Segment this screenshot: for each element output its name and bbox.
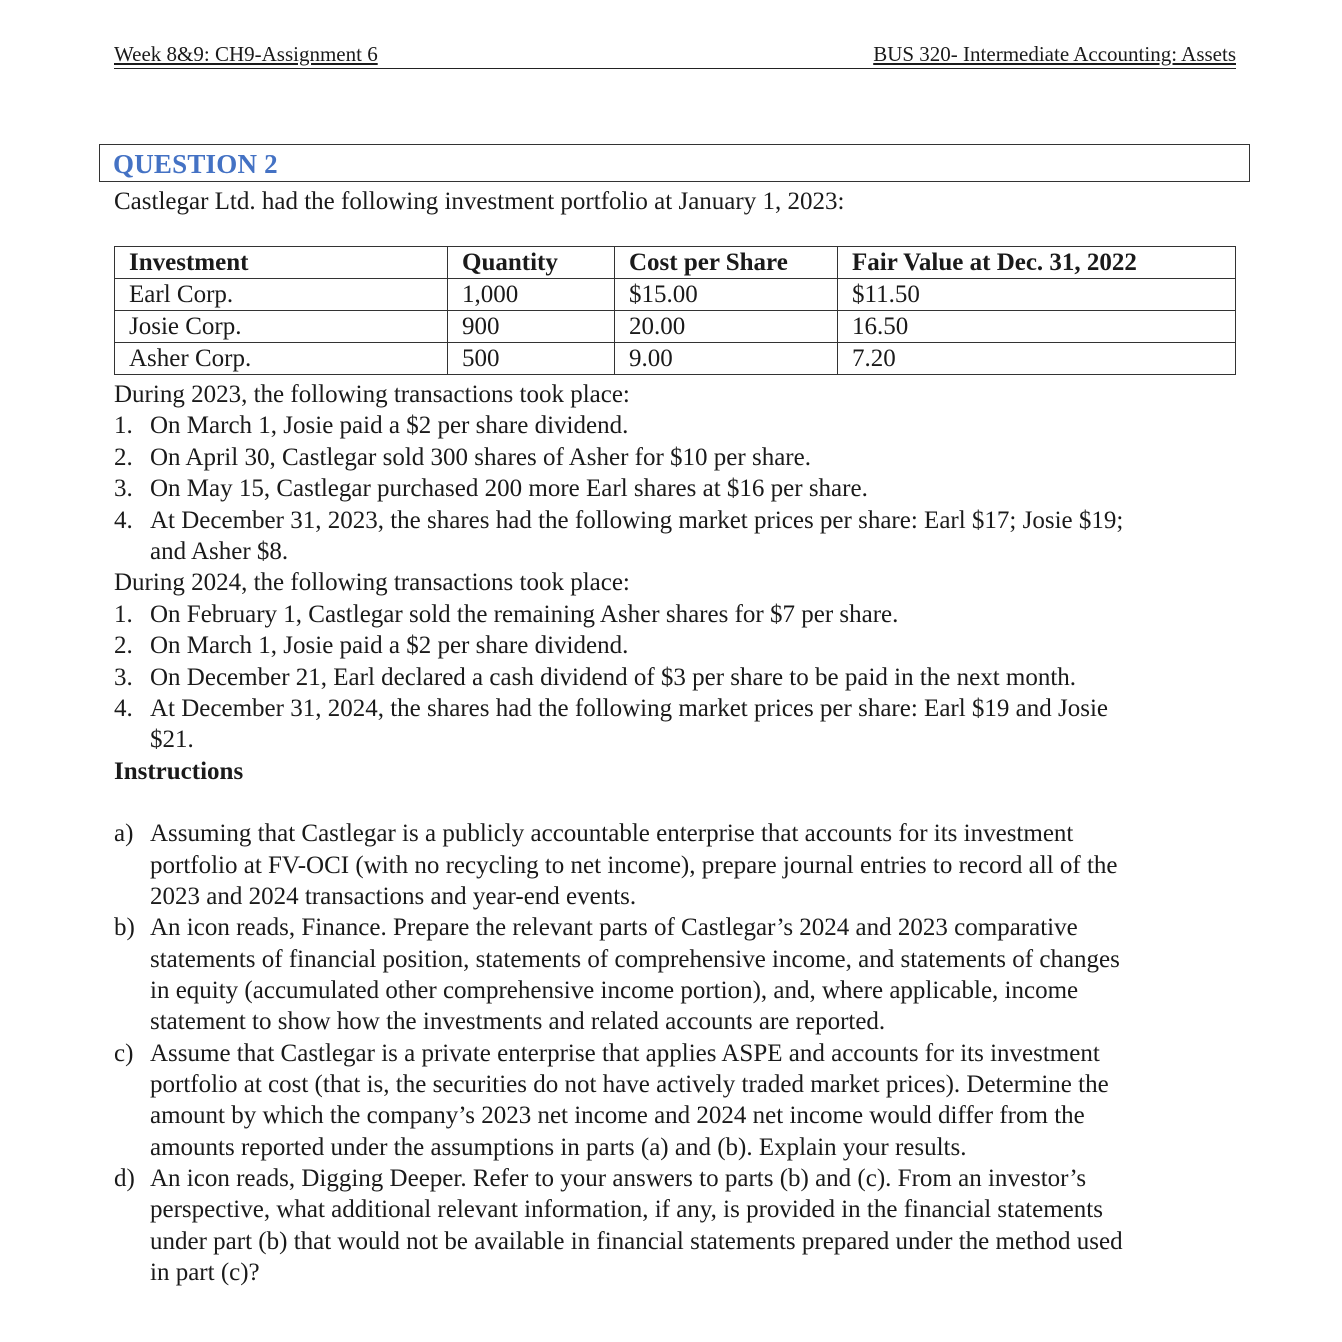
list-item-text: portfolio at cost (that is, the securities do not have actively traded market prices). Determine the bbox=[150, 1071, 1109, 1098]
instructions-heading: Instructions bbox=[114, 758, 244, 785]
list-item-text: On March 1, Josie paid a $2 per share dividend. bbox=[150, 632, 629, 659]
list-item-number: 1. bbox=[114, 412, 133, 439]
table-cell: $11.50 bbox=[838, 279, 1236, 311]
table-cell: 900 bbox=[448, 311, 615, 343]
list-item-text: statement to show how the investments and related accounts are reported. bbox=[150, 1008, 886, 1035]
table-cell: 20.00 bbox=[615, 311, 838, 343]
list-item-text: Assuming that Castlegar is a publicly accountable enterprise that accounts for its investment bbox=[150, 820, 1074, 847]
list-item-text: On December 21, Earl declared a cash dividend of $3 per share to be paid in the next month. bbox=[150, 664, 1077, 691]
investment-table bbox=[114, 246, 1236, 375]
list-item-number: 4. bbox=[114, 695, 133, 722]
list-item-text: An icon reads, Finance. Prepare the relevant parts of Castlegar’s 2024 and 2023 comparative bbox=[150, 914, 1078, 941]
table-cell: $15.00 bbox=[615, 279, 838, 311]
list-item-text: On May 15, Castlegar purchased 200 more Earl shares at $16 per share. bbox=[150, 475, 868, 502]
list-item-number: 1. bbox=[114, 601, 133, 628]
list-item-letter: c) bbox=[114, 1040, 134, 1067]
list-item-text: in equity (accumulated other comprehensive income portion), and, where applicable, income bbox=[150, 977, 1079, 1004]
table-header-cell: Investment bbox=[115, 247, 448, 279]
list-item-text: Assume that Castlegar is a private enterprise that applies ASPE and accounts for its investment bbox=[150, 1040, 1100, 1067]
list-item-text: On February 1, Castlegar sold the remaining Asher shares for $7 per share. bbox=[150, 601, 899, 628]
list-item-text: portfolio at FV-OCI (with no recycling to net income), prepare journal entries to record all of the bbox=[150, 852, 1118, 879]
list-item-text: amount by which the company’s 2023 net income and 2024 net income would differ from the bbox=[150, 1102, 1085, 1129]
table-cell: 1,000 bbox=[448, 279, 615, 311]
list-item-text: and Asher $8. bbox=[150, 538, 289, 565]
list-item-number: 3. bbox=[114, 475, 133, 502]
table-cell: 500 bbox=[448, 343, 615, 375]
transactions-2024-intro: During 2024, the following transactions took place: bbox=[114, 569, 630, 596]
list-item-text: 2023 and 2024 transactions and year-end events. bbox=[150, 883, 637, 910]
table-header-cell: Fair Value at Dec. 31, 2022 bbox=[838, 247, 1236, 279]
table-cell: Josie Corp. bbox=[115, 311, 448, 343]
list-item-letter: a) bbox=[114, 820, 134, 847]
table-row bbox=[115, 311, 1236, 343]
list-item-text: amounts reported under the assumptions in parts (a) and (b). Explain your results. bbox=[150, 1134, 967, 1161]
list-item-text: On April 30, Castlegar sold 300 shares of Asher for $10 per share. bbox=[150, 444, 811, 471]
question-intro: Castlegar Ltd. had the following investment portfolio at January 1, 2023: bbox=[114, 188, 845, 215]
list-item-text: At December 31, 2023, the shares had the following market prices per share: Earl $17; Josie $19; bbox=[150, 507, 1124, 534]
list-item-text: in part (c)? bbox=[150, 1259, 260, 1286]
table-cell: 16.50 bbox=[838, 311, 1236, 343]
list-item-number: 3. bbox=[114, 664, 133, 691]
list-item-number: 4. bbox=[114, 507, 133, 534]
header-course-week: Week 8&9: CH9-Assignment 6 bbox=[114, 42, 378, 66]
list-item-letter: b) bbox=[114, 914, 135, 941]
question-title-box bbox=[99, 144, 1250, 182]
list-item-text: statements of financial position, statements of comprehensive income, and statements of changes bbox=[150, 946, 1120, 973]
table-cell: Asher Corp. bbox=[115, 343, 448, 375]
list-item-letter: d) bbox=[114, 1165, 135, 1192]
question-title: QUESTION 2 bbox=[113, 149, 278, 179]
list-item-number: 2. bbox=[114, 444, 133, 471]
table-cell: 9.00 bbox=[615, 343, 838, 375]
list-item-text: An icon reads, Digging Deeper. Refer to your answers to parts (b) and (c). From an investor’s bbox=[150, 1165, 1087, 1192]
header-course-title: BUS 320- Intermediate Accounting: Assets bbox=[873, 42, 1236, 66]
table-row bbox=[115, 279, 1236, 311]
list-item-text: under part (b) that would not be available in financial statements prepared under the method used bbox=[150, 1228, 1123, 1255]
page-header bbox=[114, 42, 1236, 69]
list-item-number: 2. bbox=[114, 632, 133, 659]
transactions-2023-intro: During 2023, the following transactions took place: bbox=[114, 381, 630, 408]
list-item-text: On March 1, Josie paid a $2 per share dividend. bbox=[150, 412, 629, 439]
table-header-cell: Cost per Share bbox=[615, 247, 838, 279]
table-cell: Earl Corp. bbox=[115, 279, 448, 311]
list-item-text: $21. bbox=[150, 726, 194, 753]
table-cell: 7.20 bbox=[838, 343, 1236, 375]
list-item-text: At December 31, 2024, the shares had the following market prices per share: Earl $19 and Josie bbox=[150, 695, 1109, 722]
table-row bbox=[115, 343, 1236, 375]
table-header-row bbox=[115, 247, 1236, 279]
list-item-text: perspective, what additional relevant information, if any, is provided in the financial statements bbox=[150, 1196, 1103, 1223]
table-header-cell: Quantity bbox=[448, 247, 615, 279]
